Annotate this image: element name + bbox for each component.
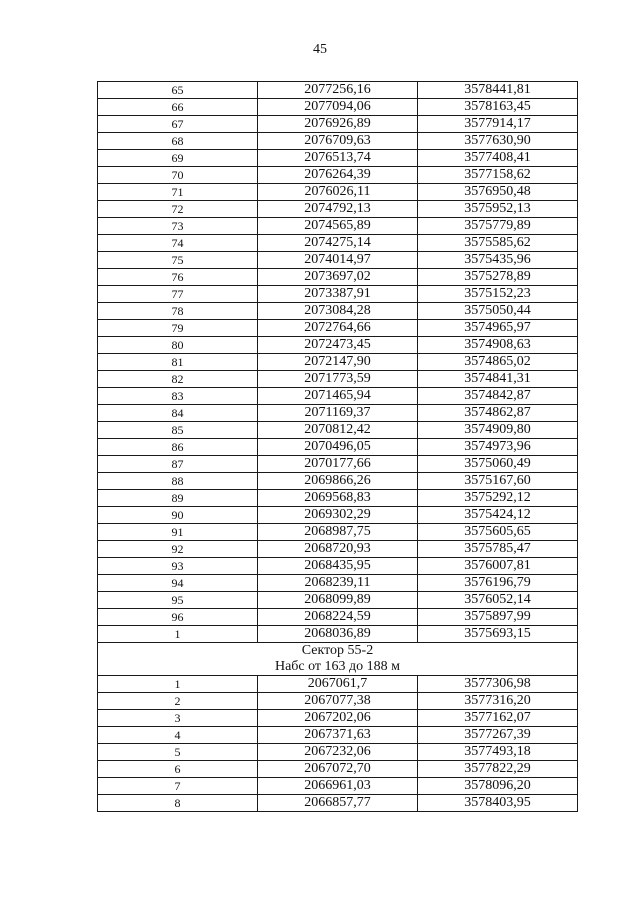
table-row xyxy=(98,524,578,541)
y-coordinate-cell: 3574973,96 xyxy=(418,439,578,456)
y-coordinate-cell: 3576007,81 xyxy=(418,558,578,575)
y-coordinate-cell: 3574841,31 xyxy=(418,371,578,388)
y-coordinate-cell: 3577822,29 xyxy=(418,761,578,778)
table-row xyxy=(98,541,578,558)
y-coordinate-cell: 3575167,60 xyxy=(418,473,578,490)
point-number-cell: 1 xyxy=(98,626,258,643)
table-row xyxy=(98,558,578,575)
point-number-cell: 71 xyxy=(98,184,258,201)
point-number-cell: 93 xyxy=(98,558,258,575)
x-coordinate-cell: 2067202,06 xyxy=(258,710,418,727)
sector-header-cell xyxy=(98,643,578,676)
y-coordinate-cell: 3575292,12 xyxy=(418,490,578,507)
point-number-cell: 4 xyxy=(98,727,258,744)
table-row xyxy=(98,286,578,303)
x-coordinate-cell: 2072764,66 xyxy=(258,320,418,337)
point-number-cell: 3 xyxy=(98,710,258,727)
x-coordinate-cell: 2074565,89 xyxy=(258,218,418,235)
y-coordinate-cell: 3574965,97 xyxy=(418,320,578,337)
table-row xyxy=(98,405,578,422)
table-row xyxy=(98,693,578,710)
point-number-cell: 80 xyxy=(98,337,258,354)
x-coordinate-cell: 2067232,06 xyxy=(258,744,418,761)
y-coordinate-cell: 3576196,79 xyxy=(418,575,578,592)
table-row xyxy=(98,727,578,744)
y-coordinate-cell: 3575605,65 xyxy=(418,524,578,541)
x-coordinate-cell: 2074275,14 xyxy=(258,235,418,252)
sector-subtitle: Набс от 163 до 188 м xyxy=(274,659,401,674)
x-coordinate-cell: 2076513,74 xyxy=(258,150,418,167)
point-number-cell: 82 xyxy=(98,371,258,388)
table-row xyxy=(98,82,578,99)
x-coordinate-cell: 2077256,16 xyxy=(258,82,418,99)
point-number-cell: 66 xyxy=(98,99,258,116)
point-number-cell: 79 xyxy=(98,320,258,337)
y-coordinate-cell: 3574865,02 xyxy=(418,354,578,371)
y-coordinate-cell: 3577493,18 xyxy=(418,744,578,761)
point-number-cell: 81 xyxy=(98,354,258,371)
x-coordinate-cell: 2077094,06 xyxy=(258,99,418,116)
y-coordinate-cell: 3577316,20 xyxy=(418,693,578,710)
x-coordinate-cell: 2068099,89 xyxy=(258,592,418,609)
table-row xyxy=(98,422,578,439)
table-row xyxy=(98,744,578,761)
table-row xyxy=(98,761,578,778)
point-number-cell: 5 xyxy=(98,744,258,761)
x-coordinate-cell: 2071169,37 xyxy=(258,405,418,422)
x-coordinate-cell: 2067072,70 xyxy=(258,761,418,778)
coordinates-table-section-a xyxy=(98,82,578,643)
point-number-cell: 83 xyxy=(98,388,258,405)
x-coordinate-cell: 2068720,93 xyxy=(258,541,418,558)
point-number-cell: 6 xyxy=(98,761,258,778)
table-row xyxy=(98,269,578,286)
table-row xyxy=(98,609,578,626)
x-coordinate-cell: 2067061,7 xyxy=(258,676,418,693)
sector-header-row xyxy=(98,643,578,676)
table-row xyxy=(98,439,578,456)
x-coordinate-cell: 2068224,59 xyxy=(258,609,418,626)
y-coordinate-cell: 3575952,13 xyxy=(418,201,578,218)
y-coordinate-cell: 3575060,49 xyxy=(418,456,578,473)
x-coordinate-cell: 2069568,83 xyxy=(258,490,418,507)
point-number-cell: 85 xyxy=(98,422,258,439)
table-row xyxy=(98,235,578,252)
x-coordinate-cell: 2067077,38 xyxy=(258,693,418,710)
y-coordinate-cell: 3577158,62 xyxy=(418,167,578,184)
sector-title: Сектор 55-2 xyxy=(301,643,374,658)
point-number-cell: 72 xyxy=(98,201,258,218)
point-number-cell: 2 xyxy=(98,693,258,710)
table-row xyxy=(98,575,578,592)
x-coordinate-cell: 2068987,75 xyxy=(258,524,418,541)
y-coordinate-cell: 3575152,23 xyxy=(418,286,578,303)
x-coordinate-cell: 2076264,39 xyxy=(258,167,418,184)
x-coordinate-cell: 2069866,26 xyxy=(258,473,418,490)
point-number-cell: 86 xyxy=(98,439,258,456)
point-number-cell: 77 xyxy=(98,286,258,303)
point-number-cell: 75 xyxy=(98,252,258,269)
table-row xyxy=(98,252,578,269)
table-row xyxy=(98,218,578,235)
x-coordinate-cell: 2067371,63 xyxy=(258,727,418,744)
x-coordinate-cell: 2070496,05 xyxy=(258,439,418,456)
y-coordinate-cell: 3577267,39 xyxy=(418,727,578,744)
x-coordinate-cell: 2076926,89 xyxy=(258,116,418,133)
x-coordinate-cell: 2074014,97 xyxy=(258,252,418,269)
point-number-cell: 7 xyxy=(98,778,258,795)
x-coordinate-cell: 2066857,77 xyxy=(258,795,418,812)
point-number-cell: 73 xyxy=(98,218,258,235)
point-number-cell: 8 xyxy=(98,795,258,812)
coordinates-table xyxy=(97,81,578,812)
x-coordinate-cell: 2073697,02 xyxy=(258,269,418,286)
y-coordinate-cell: 3574908,63 xyxy=(418,337,578,354)
point-number-cell: 92 xyxy=(98,541,258,558)
y-coordinate-cell: 3577306,98 xyxy=(418,676,578,693)
point-number-cell: 76 xyxy=(98,269,258,286)
y-coordinate-cell: 3575435,96 xyxy=(418,252,578,269)
y-coordinate-cell: 3575050,44 xyxy=(418,303,578,320)
table-row xyxy=(98,710,578,727)
table-row xyxy=(98,320,578,337)
point-number-cell: 65 xyxy=(98,82,258,99)
x-coordinate-cell: 2074792,13 xyxy=(258,201,418,218)
y-coordinate-cell: 3576950,48 xyxy=(418,184,578,201)
y-coordinate-cell: 3576052,14 xyxy=(418,592,578,609)
point-number-cell: 70 xyxy=(98,167,258,184)
coordinates-table-section-b xyxy=(98,676,578,812)
x-coordinate-cell: 2071465,94 xyxy=(258,388,418,405)
y-coordinate-cell: 3574842,87 xyxy=(418,388,578,405)
x-coordinate-cell: 2073084,28 xyxy=(258,303,418,320)
x-coordinate-cell: 2070177,66 xyxy=(258,456,418,473)
point-number-cell: 78 xyxy=(98,303,258,320)
y-coordinate-cell: 3578441,81 xyxy=(418,82,578,99)
point-number-cell: 90 xyxy=(98,507,258,524)
table-row xyxy=(98,150,578,167)
point-number-cell: 84 xyxy=(98,405,258,422)
x-coordinate-cell: 2069302,29 xyxy=(258,507,418,524)
x-coordinate-cell: 2076709,63 xyxy=(258,133,418,150)
table-row xyxy=(98,456,578,473)
point-number-cell: 87 xyxy=(98,456,258,473)
y-coordinate-cell: 3577162,07 xyxy=(418,710,578,727)
y-coordinate-cell: 3575585,62 xyxy=(418,235,578,252)
table-row xyxy=(98,388,578,405)
point-number-cell: 94 xyxy=(98,575,258,592)
table-row xyxy=(98,626,578,643)
table-row xyxy=(98,303,578,320)
table-row xyxy=(98,354,578,371)
table-row xyxy=(98,795,578,812)
table-row xyxy=(98,507,578,524)
point-number-cell: 1 xyxy=(98,676,258,693)
table-row xyxy=(98,167,578,184)
table-row xyxy=(98,337,578,354)
y-coordinate-cell: 3577408,41 xyxy=(418,150,578,167)
table-row xyxy=(98,133,578,150)
point-number-cell: 96 xyxy=(98,609,258,626)
point-number-cell: 88 xyxy=(98,473,258,490)
y-coordinate-cell: 3577630,90 xyxy=(418,133,578,150)
x-coordinate-cell: 2068036,89 xyxy=(258,626,418,643)
table-row xyxy=(98,99,578,116)
y-coordinate-cell: 3574862,87 xyxy=(418,405,578,422)
x-coordinate-cell: 2076026,11 xyxy=(258,184,418,201)
y-coordinate-cell: 3575779,89 xyxy=(418,218,578,235)
y-coordinate-cell: 3575693,15 xyxy=(418,626,578,643)
y-coordinate-cell: 3575424,12 xyxy=(418,507,578,524)
table-row xyxy=(98,676,578,693)
point-number-cell: 67 xyxy=(98,116,258,133)
x-coordinate-cell: 2072147,90 xyxy=(258,354,418,371)
point-number-cell: 74 xyxy=(98,235,258,252)
y-coordinate-cell: 3578403,95 xyxy=(418,795,578,812)
point-number-cell: 91 xyxy=(98,524,258,541)
x-coordinate-cell: 2068239,11 xyxy=(258,575,418,592)
y-coordinate-cell: 3574909,80 xyxy=(418,422,578,439)
x-coordinate-cell: 2071773,59 xyxy=(258,371,418,388)
x-coordinate-cell: 2073387,91 xyxy=(258,286,418,303)
point-number-cell: 69 xyxy=(98,150,258,167)
y-coordinate-cell: 3575897,99 xyxy=(418,609,578,626)
table-row xyxy=(98,184,578,201)
table-row xyxy=(98,778,578,795)
table-row xyxy=(98,490,578,507)
table-row xyxy=(98,592,578,609)
table-row xyxy=(98,116,578,133)
page-number: 45 xyxy=(313,42,327,57)
point-number-cell: 68 xyxy=(98,133,258,150)
x-coordinate-cell: 2070812,42 xyxy=(258,422,418,439)
y-coordinate-cell: 3578163,45 xyxy=(418,99,578,116)
y-coordinate-cell: 3577914,17 xyxy=(418,116,578,133)
x-coordinate-cell: 2066961,03 xyxy=(258,778,418,795)
x-coordinate-cell: 2068435,95 xyxy=(258,558,418,575)
table-row xyxy=(98,473,578,490)
table-row xyxy=(98,201,578,218)
point-number-cell: 95 xyxy=(98,592,258,609)
y-coordinate-cell: 3575278,89 xyxy=(418,269,578,286)
y-coordinate-cell: 3575785,47 xyxy=(418,541,578,558)
sector-header-section xyxy=(98,643,578,676)
table-row xyxy=(98,371,578,388)
y-coordinate-cell: 3578096,20 xyxy=(418,778,578,795)
point-number-cell: 89 xyxy=(98,490,258,507)
x-coordinate-cell: 2072473,45 xyxy=(258,337,418,354)
